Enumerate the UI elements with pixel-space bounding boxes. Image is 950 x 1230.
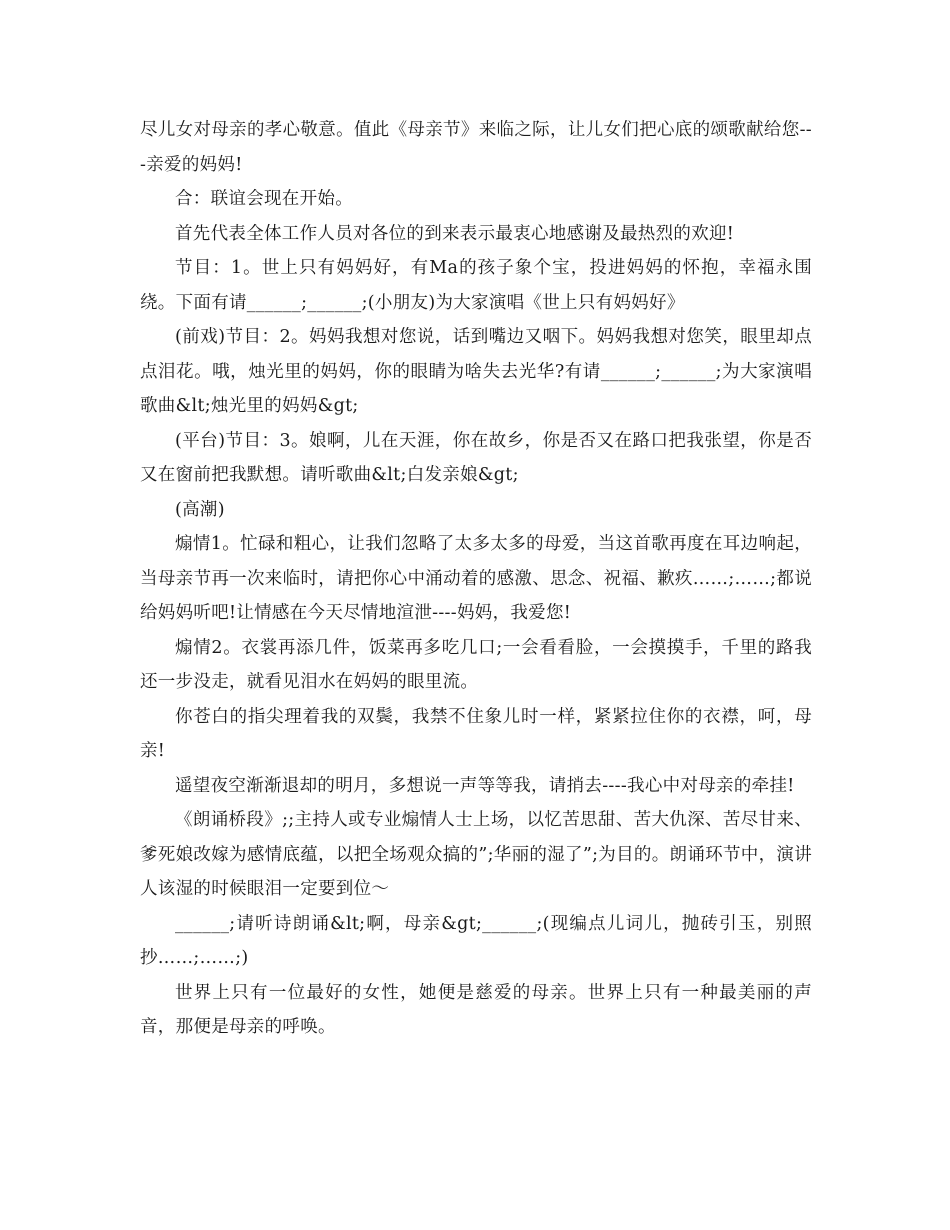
paragraph: 《朗诵桥段》;;主持人或专业煽情人士上场，以忆苦思甜、苦大仇深、苦尽甘来、爹死娘改嫁为感情底蕴，以把全场观众搞的”;华丽的湿了”;为目的。朗诵环节中，演讲人该湿的时候眼泪一定要到位～: [140, 810, 812, 899]
paragraph: (高潮): [175, 499, 225, 520]
paragraph: 煽情1。忙碌和粗心，让我们忽略了太多太多的母爱，当这首歌再度在耳边响起，当母亲节再一次来临时，请把你心中涌动着的感激、思念、祝福、歉疚……;……;都说给妈妈听吧!让情感在今天尽情地渲泄----妈妈，我爱您!: [140, 534, 812, 623]
paragraph: (前戏)节目：2。妈妈我想对您说，话到嘴边又咽下。妈妈我想对您笑，眼里却点点泪花。哦，烛光里的妈妈，你的眼睛为啥失去光华?有请______;______;为大家演唱歌曲&lt;烛光里的妈妈&gt;: [140, 327, 812, 416]
paragraph: 煽情2。衣裳再添几件，饭菜再多吃几口;一会看看脸，一会摸摸手，千里的路我还一步没走，就看见泪水在妈妈的眼里流。: [140, 637, 812, 692]
paragraph: 世界上只有一位最好的女性，她便是慈爱的母亲。世界上只有一种最美丽的声音，那便是母亲的呼唤。: [140, 982, 812, 1037]
paragraph: 你苍白的指尖理着我的双鬓，我禁不住象儿时一样，紧紧拉住你的衣襟，呵，母亲!: [140, 706, 812, 761]
paragraph: 节目：1。世上只有妈妈好，有Ma的孩子象个宝，投进妈妈的怀抱，幸福永围绕。下面有请______;______;(小朋友)为大家演唱《世上只有妈妈好》: [140, 258, 812, 313]
document-body: [140, 113, 812, 1045]
paragraph: (平台)节目：3。娘啊，儿在天涯，你在故乡，你是否又在路口把我张望，你是否又在窗前把我默想。请听歌曲&lt;白发亲娘&gt;: [140, 430, 812, 485]
paragraph: 遥望夜空渐渐退却的明月，多想说一声等等我，请捎去----我心中对母亲的牵挂!: [175, 775, 795, 796]
paragraph: 尽儿女对母亲的孝心敬意。值此《母亲节》来临之际，让儿女们把心底的颂歌献给您---亲爱的妈妈!: [140, 120, 812, 175]
paragraph: 首先代表全体工作人员对各位的到来表示最衷心地感谢及最热烈的欢迎!: [175, 223, 735, 244]
paragraph: ______;请听诗朗诵&lt;啊，母亲&gt;______;(现编点儿词儿，抛砖引玉，别照抄……;……;): [140, 913, 812, 968]
paragraph: 合：联谊会现在开始。: [175, 189, 353, 209]
